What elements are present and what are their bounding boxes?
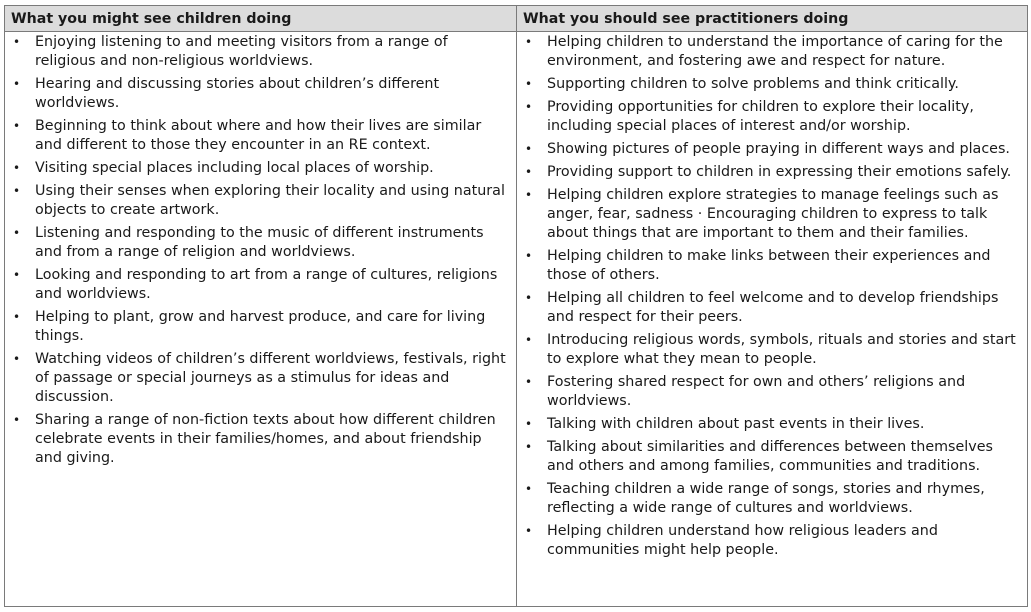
children-column-cell	[5, 32, 517, 606]
list-item: • Looking and responding to art from a range of cultures, religions and worldviews.	[11, 266, 510, 304]
practitioner-activities-list	[523, 33, 1021, 560]
list-item: • Fostering shared respect for own and others’ religions and worldviews.	[523, 373, 1021, 411]
list-item: • Visiting special places including local places of worship.	[11, 159, 510, 178]
list-item: • Using their senses when exploring their locality and using natural objects to create artwork.	[11, 182, 510, 220]
list-item: • Talking about similarities and differences between themselves and others and among families, communities and traditions.	[523, 438, 1021, 476]
practitioners-column-header: What you should see practitioners doing	[517, 6, 1027, 32]
list-item: • Helping children understand how religious leaders and communities might help people.	[523, 522, 1021, 560]
children-column-header: What you might see children doing	[5, 6, 517, 32]
list-item: • Helping children explore strategies to manage feelings such as anger, fear, sadness · Encouraging children to express to talk about things that are important to them and their families.	[523, 186, 1021, 243]
list-item: • Beginning to think about where and how their lives are similar and different to those they encounter in an RE context.	[11, 117, 510, 155]
activities-table	[4, 5, 1028, 607]
list-item: • Hearing and discussing stories about children’s different worldviews.	[11, 75, 510, 113]
list-item: • Showing pictures of people praying in different ways and places.	[523, 140, 1021, 159]
list-item: • Enjoying listening to and meeting visitors from a range of religious and non-religious worldviews.	[11, 33, 510, 71]
list-item: • Watching videos of children’s different worldviews, festivals, right of passage or special journeys as a stimulus for ideas and discussion.	[11, 350, 510, 407]
children-activities-list	[11, 33, 510, 468]
list-item: • Talking with children about past events in their lives.	[523, 415, 1021, 434]
list-item: • Sharing a range of non-fiction texts about how different children celebrate events in their families/homes, and about friendship and giving.	[11, 411, 510, 468]
list-item: • Helping to plant, grow and harvest produce, and care for living things.	[11, 308, 510, 346]
list-item: • Helping all children to feel welcome and to develop friendships and respect for their peers.	[523, 289, 1021, 327]
practitioners-column-cell	[517, 32, 1027, 606]
list-item: • Helping children to make links between their experiences and those of others.	[523, 247, 1021, 285]
list-item: • Listening and responding to the music of different instruments and from a range of religion and worldviews.	[11, 224, 510, 262]
list-item: • Providing support to children in expressing their emotions safely.	[523, 163, 1021, 182]
list-item: • Supporting children to solve problems and think critically.	[523, 75, 1021, 94]
list-item: • Providing opportunities for children to explore their locality, including special places of interest and/or worship.	[523, 98, 1021, 136]
list-item: • Introducing religious words, symbols, rituals and stories and start to explore what they mean to people.	[523, 331, 1021, 369]
list-item: • Helping children to understand the importance of caring for the environment, and fostering awe and respect for nature.	[523, 33, 1021, 71]
list-item: • Teaching children a wide range of songs, stories and rhymes, reflecting a wide range of cultures and worldviews.	[523, 480, 1021, 518]
